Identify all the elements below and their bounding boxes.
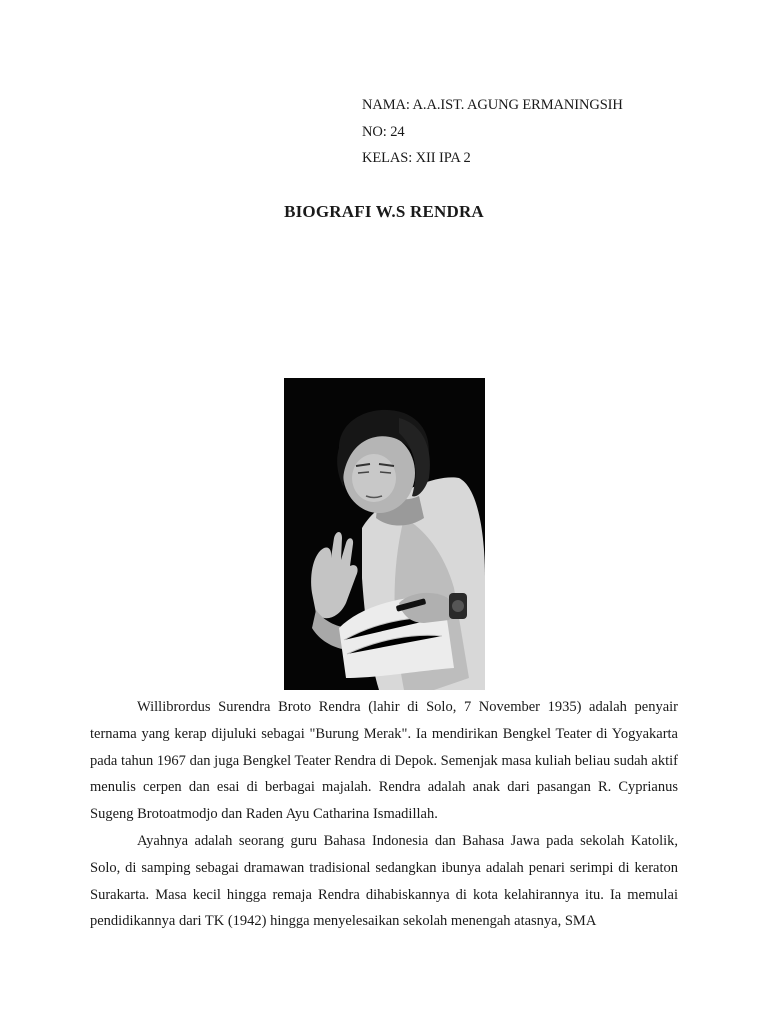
student-number: NO: 24 — [362, 123, 405, 140]
student-class: KELAS: XII IPA 2 — [362, 150, 471, 166]
document-title: BIOGRAFI W.S RENDRA — [284, 202, 484, 221]
portrait-photo — [284, 378, 485, 690]
student-info — [362, 92, 623, 172]
paragraph-1: Willibrordus Surendra Broto Rendra (lahir di Solo, 7 November 1935) adalah penyair ternama yang kerap dijuluki sebagai "Burung Merak". Ia mendirikan Bengkel Teater di Yogyakarta pada tahun 1967 dan juga Bengkel Teater Rendra di Depok. Semenjak masa kuliah beliau sudah aktif menulis cerpen dan esai di berbagai majalah. Rendra adalah anak dari pasangan R. Cyprianus Sugeng Brotoatmodjo dan Raden Ayu Catharina Ismadillah. — [90, 699, 678, 823]
biography-body — [90, 694, 678, 935]
student-name: NAMA: A.A.IST. AGUNG ERMANINGSIH — [362, 97, 623, 113]
paragraph-2: Ayahnya adalah seorang guru Bahasa Indonesia dan Bahasa Jawa pada sekolah Katolik, Solo, di samping sebagai dramawan tradisional sedangkan ibunya adalah penari serimpi di keraton Surakarta. Masa kecil hingga remaja Rendra dihabiskannya di kota kelahirannya itu. Ia memulai pendidikannya dari TK (1942) hingga menyelesaikan sekolah menengah atasnya, SMA — [90, 832, 678, 930]
